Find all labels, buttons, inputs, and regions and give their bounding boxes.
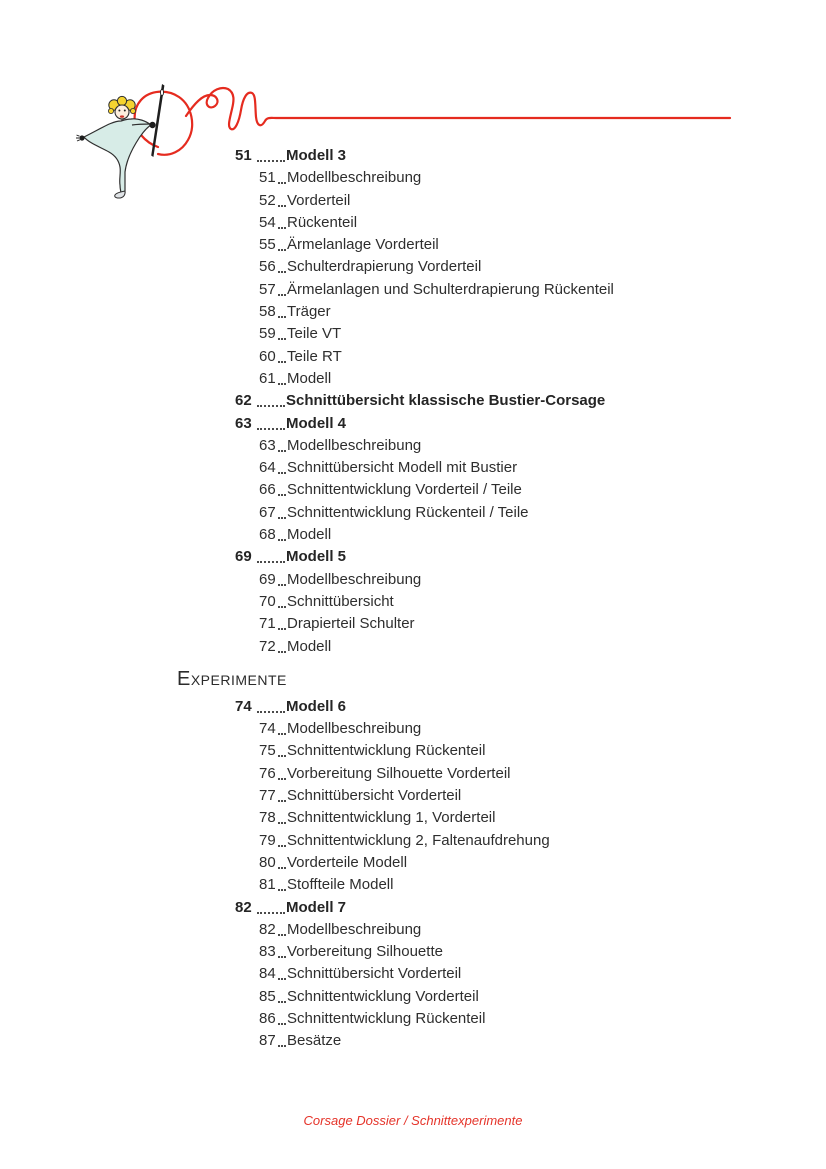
toc-entry-title: Schnittentwicklung Vorderteil / Teile bbox=[287, 481, 522, 499]
toc-entry-title: Schnittübersicht bbox=[287, 592, 394, 610]
toc-page-number: 63 bbox=[235, 414, 252, 432]
toc-row bbox=[259, 591, 826, 613]
toc-page-number: 51 bbox=[259, 169, 276, 187]
toc-entry-title: Teile RT bbox=[287, 347, 342, 365]
toc-entry-title: Schulterdrapierung Vorderteil bbox=[287, 258, 482, 276]
toc-page-number: 82 bbox=[259, 920, 276, 938]
toc-entry-title: Vorderteile Modell bbox=[287, 853, 408, 871]
left-hand bbox=[76, 135, 85, 141]
toc-page-number: 80 bbox=[259, 853, 276, 871]
toc-entry-title: Modellbeschreibung bbox=[287, 436, 422, 454]
toc-entry-title: Ärmelanlage Vorderteil bbox=[287, 236, 439, 254]
toc-row bbox=[259, 457, 826, 479]
toc-row bbox=[259, 479, 826, 501]
leader-dots bbox=[278, 282, 286, 296]
toc-entry-title: Schnittentwicklung Rückenteil bbox=[287, 742, 486, 760]
toc-entry-title: Schnittübersicht Modell mit Bustier bbox=[287, 459, 518, 477]
toc-entry-title: Schnittentwicklung Vorderteil bbox=[287, 987, 479, 1005]
toc-page-number: 63 bbox=[259, 436, 276, 454]
toc-row bbox=[259, 167, 826, 189]
leader-dots bbox=[278, 639, 286, 653]
toc-row bbox=[259, 368, 826, 390]
toc-page-number: 75 bbox=[259, 742, 276, 760]
toc-row bbox=[235, 546, 826, 568]
toc-row bbox=[259, 212, 826, 234]
leader-dots bbox=[278, 1033, 286, 1047]
toc-page-number: 84 bbox=[259, 965, 276, 983]
toc-entry-title: Modellbeschreibung bbox=[287, 570, 422, 588]
leader-dots bbox=[278, 616, 286, 630]
toc-row bbox=[259, 234, 826, 256]
toc-page-number: 79 bbox=[259, 831, 276, 849]
leader-dots bbox=[278, 304, 286, 318]
leader-dots bbox=[278, 743, 286, 757]
toc-entry-title: Modellbeschreibung bbox=[287, 920, 422, 938]
toc-entry-title: Schnittentwicklung Rückenteil / Teile bbox=[287, 503, 529, 521]
toc-row bbox=[259, 301, 826, 323]
toc-page-number: 69 bbox=[259, 570, 276, 588]
leader-dots bbox=[278, 788, 286, 802]
toc-page-number: 81 bbox=[259, 876, 276, 894]
toc-page-number: 71 bbox=[259, 615, 276, 633]
leader-dots bbox=[278, 766, 286, 780]
toc-entry-title: Schnittentwicklung 2, Faltenaufdrehung bbox=[287, 831, 550, 849]
leader-dots bbox=[257, 148, 285, 162]
leader-dots bbox=[278, 349, 286, 363]
right-hand bbox=[149, 122, 155, 128]
toc-page-number: 67 bbox=[259, 503, 276, 521]
toc-entry-title: Modell bbox=[287, 526, 332, 544]
leader-dots bbox=[278, 944, 286, 958]
toc-entry-title: Teile VT bbox=[287, 325, 342, 343]
toc-entry-title: Schnittübersicht klassische Bustier-Corsage bbox=[286, 392, 606, 410]
leader-dots bbox=[278, 833, 286, 847]
leader-dots bbox=[278, 215, 286, 229]
toc-page-number: 66 bbox=[259, 481, 276, 499]
toc-row bbox=[259, 986, 826, 1008]
toc-row bbox=[235, 145, 826, 167]
toc-row bbox=[259, 740, 826, 762]
toc-row bbox=[259, 852, 826, 874]
toc-entry-title: Rückenteil bbox=[287, 213, 358, 231]
leader-dots bbox=[278, 259, 286, 273]
toc-entry-title: Schnittentwicklung 1, Vorderteil bbox=[287, 809, 496, 827]
leader-dots bbox=[278, 482, 286, 496]
toc-page-number: 85 bbox=[259, 987, 276, 1005]
toc-entry-title: Modell bbox=[287, 369, 332, 387]
toc-page-number: 77 bbox=[259, 787, 276, 805]
table-of-contents bbox=[0, 145, 826, 1053]
toc-entry-title: Drapierteil Schulter bbox=[287, 615, 415, 633]
toc-entry-title: Vorbereitung Silhouette Vorderteil bbox=[287, 764, 511, 782]
toc-entry-title: Schnittübersicht Vorderteil bbox=[287, 965, 462, 983]
toc-row bbox=[259, 718, 826, 740]
toc-row bbox=[259, 807, 826, 829]
toc-page-number: 59 bbox=[259, 325, 276, 343]
toc-row bbox=[259, 524, 826, 546]
toc-row bbox=[259, 963, 826, 985]
toc-entry-title: Modell 6 bbox=[286, 697, 347, 715]
toc-page-number: 70 bbox=[259, 592, 276, 610]
toc-entry-title: Modell 3 bbox=[286, 147, 347, 164]
toc-page-number: 61 bbox=[259, 369, 276, 387]
leader-dots bbox=[278, 721, 286, 735]
toc-entry-title: Stoffteile Modell bbox=[287, 876, 394, 894]
leader-dots bbox=[278, 989, 286, 1003]
toc-entry-title: Ärmelanlagen und Schulterdrapierung Rückenteil bbox=[287, 280, 614, 298]
toc-row bbox=[259, 1008, 826, 1030]
lips bbox=[120, 115, 124, 117]
toc-row bbox=[259, 874, 826, 896]
toc-row bbox=[259, 763, 826, 785]
leader-dots bbox=[257, 549, 285, 563]
toc-page-number: 62 bbox=[235, 392, 252, 410]
toc-page-number: 56 bbox=[259, 258, 276, 276]
toc-entry-title: Schnittentwicklung Rückenteil bbox=[287, 1009, 486, 1027]
toc-entry-title: Schnittübersicht Vorderteil bbox=[287, 787, 462, 805]
toc-row bbox=[259, 1030, 826, 1052]
leader-dots bbox=[278, 326, 286, 340]
toc-row bbox=[259, 919, 826, 941]
toc-row bbox=[259, 785, 826, 807]
toc-page-number: 69 bbox=[235, 548, 252, 566]
footer-title: Corsage Dossier / Schnittexperimente bbox=[303, 1113, 523, 1128]
toc-page-number: 83 bbox=[259, 943, 276, 961]
toc-page-number: 54 bbox=[259, 213, 276, 231]
leader-dots bbox=[278, 170, 286, 184]
toc-page-number: 60 bbox=[259, 347, 276, 365]
leader-dots bbox=[278, 810, 286, 824]
leader-dots bbox=[278, 1011, 286, 1025]
leader-dots bbox=[257, 900, 285, 914]
leader-dots bbox=[278, 438, 286, 452]
toc-entry-title: Modell 7 bbox=[286, 898, 347, 916]
toc-row bbox=[235, 696, 826, 718]
toc-row bbox=[235, 413, 826, 435]
toc-row bbox=[259, 190, 826, 212]
toc-page-number: 58 bbox=[259, 303, 276, 321]
eye-right bbox=[124, 110, 126, 112]
toc-page-number: 68 bbox=[259, 526, 276, 544]
toc-page-number: 86 bbox=[259, 1009, 276, 1027]
toc-page-number: 74 bbox=[235, 697, 252, 715]
leader-dots bbox=[278, 922, 286, 936]
toc-page-number: 72 bbox=[259, 637, 276, 655]
toc-row bbox=[259, 613, 826, 635]
toc-row bbox=[259, 346, 826, 368]
toc-entry-title: Modellbeschreibung bbox=[287, 169, 422, 187]
leader-dots bbox=[278, 371, 286, 385]
toc-page-number: 78 bbox=[259, 809, 276, 827]
leader-dots bbox=[257, 393, 285, 407]
leader-dots bbox=[278, 505, 286, 519]
toc-page-number: 57 bbox=[259, 280, 276, 298]
toc-page-number: 51 bbox=[235, 147, 252, 164]
leader-dots bbox=[278, 527, 286, 541]
toc-entry-title: Modell 5 bbox=[286, 548, 347, 566]
leader-dots bbox=[278, 572, 286, 586]
leader-dots bbox=[278, 193, 286, 207]
toc-page-number: 82 bbox=[235, 898, 252, 916]
leader-dots bbox=[278, 877, 286, 891]
leader-dots bbox=[278, 594, 286, 608]
toc-row bbox=[259, 636, 826, 658]
toc-row bbox=[259, 569, 826, 591]
toc-page-number: 87 bbox=[259, 1032, 276, 1050]
toc-page-number: 52 bbox=[259, 191, 276, 209]
toc-page-number: 55 bbox=[259, 236, 276, 254]
toc-entry-title: Modellbeschreibung bbox=[287, 720, 422, 738]
toc-row bbox=[259, 941, 826, 963]
toc-page-number: 64 bbox=[259, 459, 276, 477]
toc-row bbox=[235, 897, 826, 919]
toc-entry-title: Träger bbox=[287, 303, 331, 321]
toc-row bbox=[259, 323, 826, 345]
leader-dots bbox=[278, 855, 286, 869]
eye-left bbox=[118, 110, 120, 112]
leader-dots bbox=[278, 966, 286, 980]
toc-row bbox=[259, 279, 826, 301]
leader-dots bbox=[257, 416, 285, 430]
toc-row bbox=[259, 435, 826, 457]
toc-section-heading: Experimente bbox=[177, 667, 287, 690]
toc-page-number: 74 bbox=[259, 720, 276, 738]
leader-dots bbox=[278, 237, 286, 251]
leader-dots bbox=[257, 699, 285, 713]
toc-entry-title: Modell 4 bbox=[286, 414, 347, 432]
toc-entry-title: Modell bbox=[287, 637, 332, 655]
leader-dots bbox=[278, 460, 286, 474]
toc-page-number: 76 bbox=[259, 764, 276, 782]
toc-row bbox=[235, 390, 826, 412]
toc-row bbox=[259, 502, 826, 524]
toc-row bbox=[259, 256, 826, 278]
toc-entry-title: Besätze bbox=[287, 1032, 342, 1050]
toc-entry-title: Vorderteil bbox=[287, 191, 351, 209]
toc-entry-title: Vorbereitung Silhouette bbox=[287, 943, 443, 961]
toc-row bbox=[259, 830, 826, 852]
